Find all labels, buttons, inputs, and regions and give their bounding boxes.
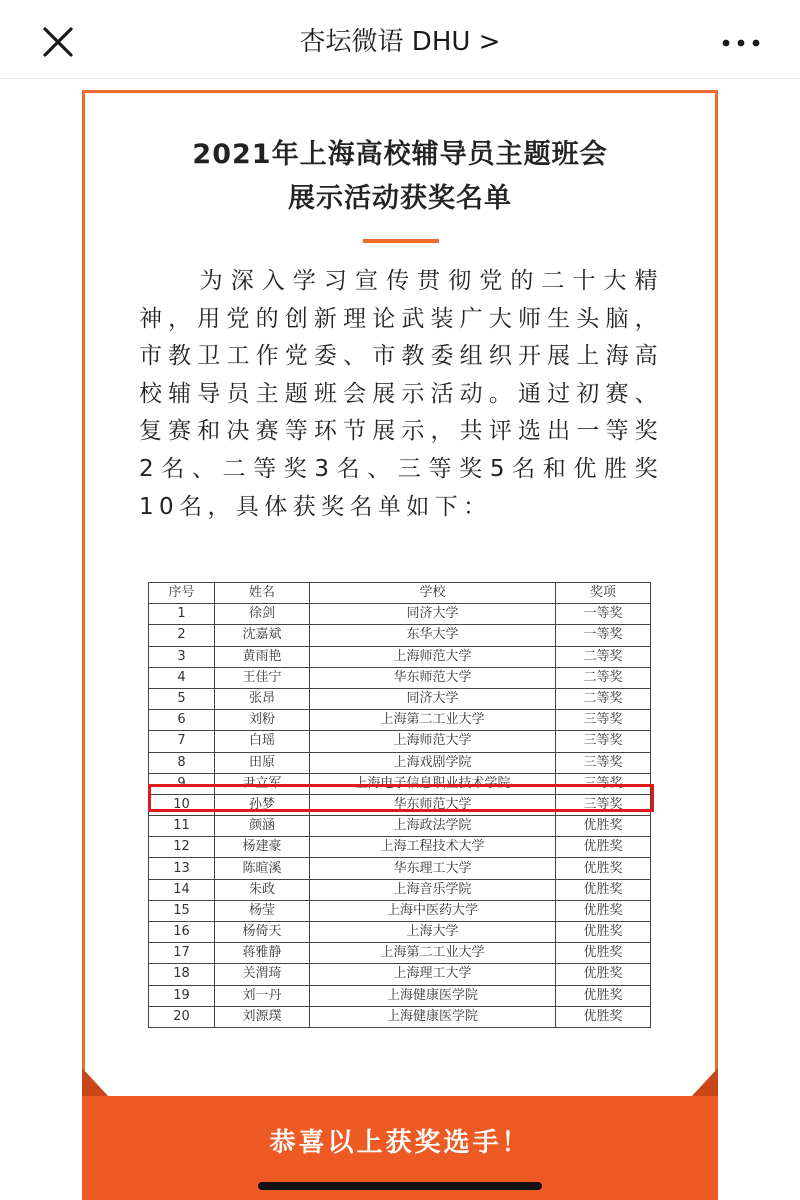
winner-name: 杨倚天: [215, 922, 310, 943]
winner-name: 沈嘉斌: [215, 625, 310, 646]
winner-name: 白瑶: [215, 731, 310, 752]
row-index: 17: [149, 943, 215, 964]
winner-name: 杨建豪: [215, 837, 310, 858]
row-index: 9: [149, 773, 215, 794]
poster-title-line1: 2021年上海高校辅导员主题班会: [192, 139, 608, 170]
row-index: 6: [149, 710, 215, 731]
winner-name: 孙梦: [215, 794, 310, 815]
winner-name: 刘粉: [215, 710, 310, 731]
award-level: 一等奖: [556, 625, 651, 646]
award-level: 优胜奖: [556, 922, 651, 943]
table-row: [149, 943, 651, 964]
award-level: 优胜奖: [556, 858, 651, 879]
school-name: 上海理工大学: [310, 964, 556, 985]
award-level: 优胜奖: [556, 816, 651, 837]
winner-name: 张昂: [215, 688, 310, 709]
row-index: 16: [149, 922, 215, 943]
table-row: [149, 816, 651, 837]
row-index: 15: [149, 900, 215, 921]
home-indicator: [258, 1182, 542, 1190]
award-level: 优胜奖: [556, 985, 651, 1006]
header-index: 序号: [149, 583, 215, 604]
winner-name: 杨莹: [215, 900, 310, 921]
award-level: 优胜奖: [556, 943, 651, 964]
row-index: 4: [149, 667, 215, 688]
table-row: [149, 625, 651, 646]
table-row: [149, 604, 651, 625]
winner-name: 关渭琦: [215, 964, 310, 985]
row-index: 1: [149, 604, 215, 625]
award-level: 二等奖: [556, 646, 651, 667]
school-name: 上海健康医学院: [310, 1006, 556, 1027]
school-name: 上海师范大学: [310, 646, 556, 667]
award-level: 二等奖: [556, 667, 651, 688]
award-level: 一等奖: [556, 604, 651, 625]
award-level: 优胜奖: [556, 879, 651, 900]
account-title-link: [0, 0, 800, 78]
award-level: 优胜奖: [556, 837, 651, 858]
row-index: 10: [149, 794, 215, 815]
table-row: [149, 985, 651, 1006]
winner-name: 田原: [215, 752, 310, 773]
table-row: [149, 900, 651, 921]
account-name[interactable]: 杏坛微语 DHU >: [299, 27, 501, 57]
row-index: 12: [149, 837, 215, 858]
school-name: 上海中医药大学: [310, 900, 556, 921]
award-level: 三等奖: [556, 773, 651, 794]
row-index: 11: [149, 816, 215, 837]
school-name: 华东师范大学: [310, 794, 556, 815]
award-level: 优胜奖: [556, 900, 651, 921]
title-divider: [363, 239, 439, 243]
close-icon[interactable]: [36, 20, 80, 64]
row-index: 14: [149, 879, 215, 900]
table-row: [149, 731, 651, 752]
school-name: 上海大学: [310, 922, 556, 943]
table-row: [149, 688, 651, 709]
table-row: [149, 667, 651, 688]
congrats-banner: [82, 1068, 718, 1200]
row-index: 7: [149, 731, 215, 752]
table-row: [149, 646, 651, 667]
table-row: [149, 710, 651, 731]
school-name: 东华大学: [310, 625, 556, 646]
intro-paragraph: [139, 263, 663, 526]
top-nav-bar: [0, 0, 800, 79]
row-index: 3: [149, 646, 215, 667]
winner-name: 王佳宁: [215, 667, 310, 688]
award-level: 三等奖: [556, 731, 651, 752]
more-dots-icon[interactable]: [716, 22, 766, 62]
winner-name: 黄雨艳: [215, 646, 310, 667]
poster-title: [85, 133, 715, 221]
winner-name: 徐剑: [215, 604, 310, 625]
header-school: 学校: [310, 583, 556, 604]
table-row: [149, 858, 651, 879]
award-level: 优胜奖: [556, 1006, 651, 1027]
banner-text: 恭喜以上获奖选手！: [269, 1128, 531, 1158]
row-index: 13: [149, 858, 215, 879]
row-index: 5: [149, 688, 215, 709]
row-index: 19: [149, 985, 215, 1006]
award-level: 二等奖: [556, 688, 651, 709]
school-name: 同济大学: [310, 604, 556, 625]
table-row: [149, 922, 651, 943]
table-row: [149, 964, 651, 985]
school-name: 上海健康医学院: [310, 985, 556, 1006]
award-level: 三等奖: [556, 710, 651, 731]
table-row: [149, 879, 651, 900]
award-level: 三等奖: [556, 752, 651, 773]
school-name: 华东师范大学: [310, 667, 556, 688]
winner-name: 蒋雅静: [215, 943, 310, 964]
winner-name: 陈暄溪: [215, 858, 310, 879]
school-name: 上海电子信息职业技术学院: [310, 773, 556, 794]
header-award: 奖项: [556, 583, 651, 604]
school-name: 上海戏剧学院: [310, 752, 556, 773]
winner-name: 朱政: [215, 879, 310, 900]
header-name: 姓名: [215, 583, 310, 604]
table-row: [149, 1006, 651, 1027]
awards-table: [148, 582, 651, 1028]
row-index: 2: [149, 625, 215, 646]
school-name: 上海工程技术大学: [310, 837, 556, 858]
school-name: 上海第二工业大学: [310, 710, 556, 731]
table-row: [149, 752, 651, 773]
table-header-row: [149, 583, 651, 604]
intro-text: 为深入学习宣传贯彻党的二十大精神，用党的创新理论武装广大师生头脑，市教卫工作党委、市教委组织开展上海高校辅导员主题班会展示活动。通过初赛、复赛和决赛等环节展示，共评选出一等奖2名、二等奖3名、三等奖5名和优胜奖10名，具体获奖名单如下：: [139, 268, 663, 520]
school-name: 华东理工大学: [310, 858, 556, 879]
table-row: [149, 794, 651, 815]
winner-name: 刘源璞: [215, 1006, 310, 1027]
winner-name: 尹立军: [215, 773, 310, 794]
school-name: 上海政法学院: [310, 816, 556, 837]
school-name: 同济大学: [310, 688, 556, 709]
poster-title-line2: 展示活动获奖名单: [288, 183, 512, 214]
school-name: 上海音乐学院: [310, 879, 556, 900]
table-row: [149, 837, 651, 858]
row-index: 20: [149, 1006, 215, 1027]
row-index: 18: [149, 964, 215, 985]
award-level: 优胜奖: [556, 964, 651, 985]
row-index: 8: [149, 752, 215, 773]
table-row: [149, 773, 651, 794]
winner-name: 刘一丹: [215, 985, 310, 1006]
winner-name: 颜涵: [215, 816, 310, 837]
school-name: 上海第二工业大学: [310, 943, 556, 964]
school-name: 上海师范大学: [310, 731, 556, 752]
award-level: 三等奖: [556, 794, 651, 815]
